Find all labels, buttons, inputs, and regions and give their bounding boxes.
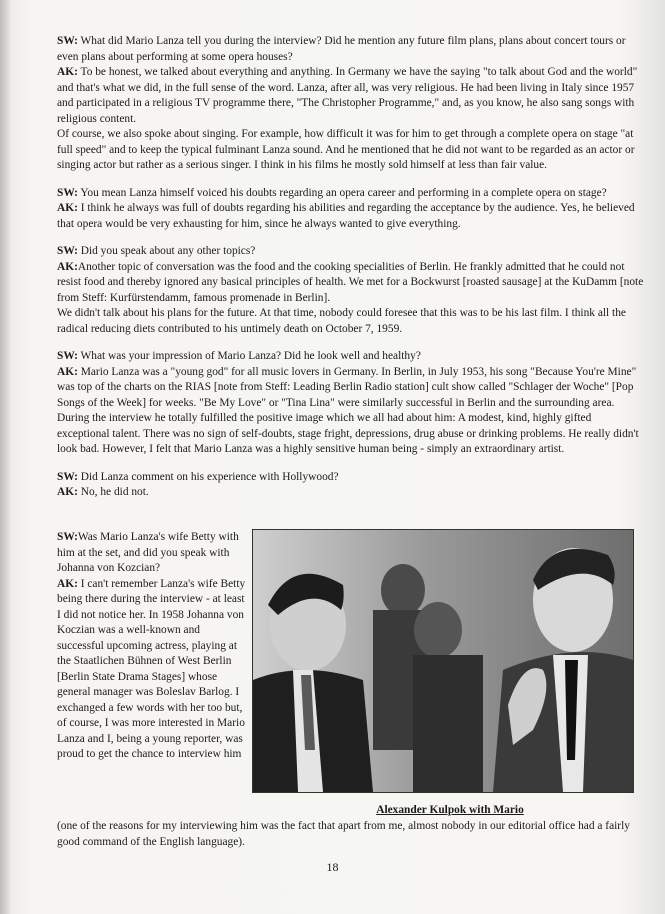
paragraph-5: SW: Did Lanza comment on his experience with Hollywood? AK: No, he did not. — [57, 470, 339, 498]
paragraph-6: SW:Was Mario Lanza's wife Betty with him at the set, and did you speak with Johanna von Kozcian? AK: I can't remember Lanza's wife Betty being there during the interview - at least I did not notice her. In 1958 Johanna von Koczian was a well-known and successful upcoming actress, playing at the Staatlichen Bühnen of West Berlin [Berlin State Drama Stages] whose general manager was Boleslav Barlog. I exchanged a few words with her too but, of course, I was more interested in Mario Lanza and I, being a young reporter, was proud to get the chance to interview him — [57, 531, 246, 760]
paragraph-2: SW: You mean Lanza himself voiced his doubts regarding an opera career and performing in a complete opera on stage? AK: I think he always was full of doubts regarding his abilities and regarding the acceptance by the audience. Yes, he believed that opera would be very exhausting for him, since he always wanted to give everything. — [57, 186, 635, 230]
photo-caption: Alexander Kulpok with Mario — [376, 804, 524, 816]
interview-text — [57, 34, 645, 501]
closing-text: (one of the reasons for my interviewing him was the fact that apart from me, almost nobody in our editorial office had a fairly good command of the English language). — [57, 820, 630, 848]
paragraph-3: SW: Did you speak about any other topics? AK:Another topic of conversation was the food and the cooking specialities of Berlin. He frankly admitted that he could not resist food and thereby ignored any basical principles of health. We met for a Bockwurst [roasted sausage] at the KuDamm [note from Steff: Kurfürstendamm, famous promenade in Berlin]. We didn't talk about his plans for the future. At that time, nobody could foresee that this was to be his last film. I think all the radical reducing diets contributed to his untimely death on October 7, 1959. — [57, 245, 644, 335]
photo-image — [253, 530, 633, 792]
left-column-text — [57, 530, 249, 763]
page-spine-shadow — [0, 0, 10, 914]
photo-kulpok-with-lanza — [252, 529, 634, 793]
page-number: 18 — [326, 860, 339, 874]
paragraph-1: SW: What did Mario Lanza tell you during the interview? Did he mention any future film plans, plans about concert tours or even plans about performing at some opera houses? AK: To be honest, we talked about everything and anything. In Germany we have the saying "to talk about God and the world" and that's what we did, in the full sense of the word. Lanza, after all, was very religious. He had been living in Italy since 1957 and participated in a religious TV programme there, "The Christopher Programme," and, as you know, he also sang songs with religious content. Of course, we also spoke about singing. For example, how difficult it was for him to get through a complete opera on stage "at full speed" and to keep the typical fulminant Lanza sound. And he mentioned that he did not want to be regarded as an actor or singing actor but rather as a serious singer. I think in his films he mostly sold himself at less than fair value. — [57, 35, 638, 171]
paragraph-4: SW: What was your impression of Mario Lanza? Did he look well and healthy? AK: Mario Lanza was a "young god" for all music lovers in Germany. In Berlin, in July 1953, his song "Because You're Mine" was top of the charts on the RIAS [note from Steff: Leading Berlin Radio station] cult show called "Schlager der Woche" [Pop Songs of the Week] for weeks. "Be My Love" or "Tina Lina" were similarly successful in Berlin and the surrounding area. During the interview he totally fulfilled the positive image which we all had about him: A modest, kind, highly gifted exceptional talent. There was no sign of self-doubts, stage fright, depressions, drug abuse or drinking problems. He really didn't look bad. However, I felt that Mario Lanza was a highly sensitive human being - simply an extraordinary artist. — [57, 350, 639, 455]
